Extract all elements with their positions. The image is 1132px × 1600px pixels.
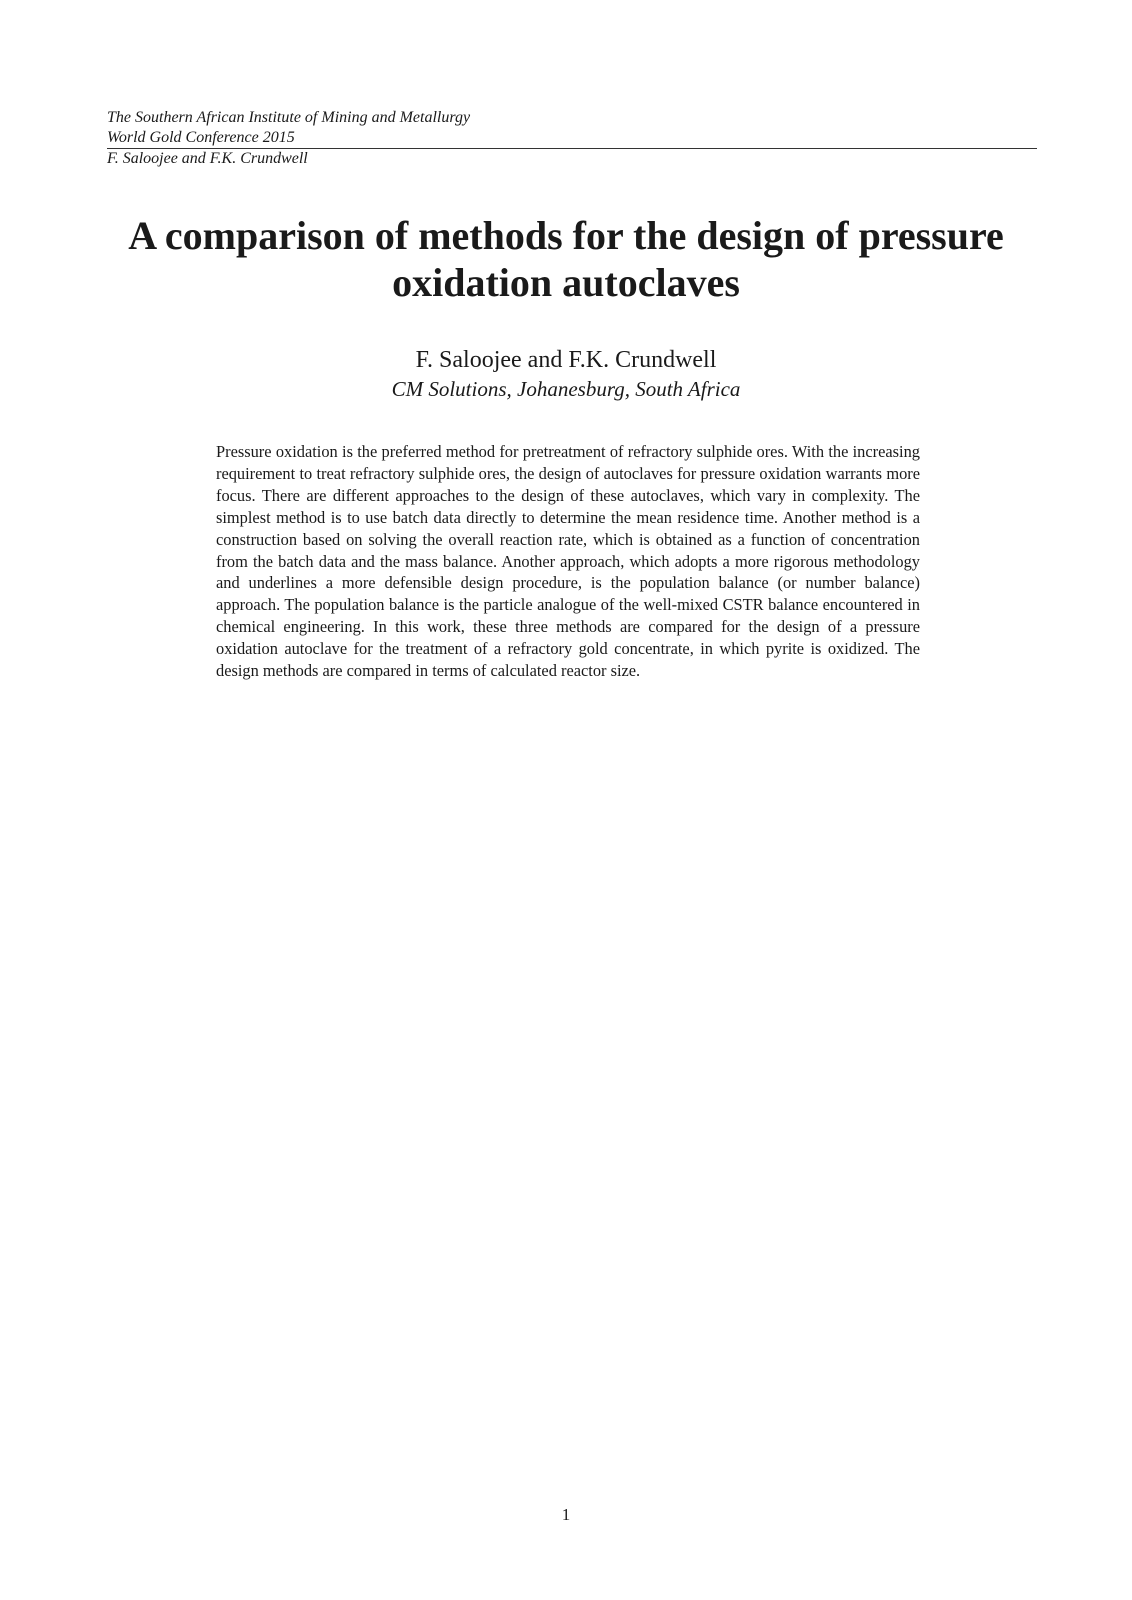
running-header: [107, 108, 1037, 169]
paper-title: [60, 212, 1072, 306]
author-list: F. Saloojee and F.K. Crundwell: [415, 347, 717, 373]
header-institute: The Southern African Institute of Mining and Metallurgy: [107, 109, 471, 126]
paper-title-line1: A comparison of methods for the design of pressure: [128, 213, 1004, 258]
header-conference: World Gold Conference 2015: [107, 129, 295, 146]
paper-title-line2: oxidation autoclaves: [392, 260, 740, 305]
page-number: 1: [561, 1505, 571, 1524]
header-authors: F. Saloojee and F.K. Crundwell: [107, 150, 308, 167]
affiliation: CM Solutions, Johanesburg, South Africa: [391, 377, 741, 401]
abstract: Pressure oxidation is the preferred method for pretreatment of refractory sulphide ores. With the increasing requirement to treat refractory sulphide ores, the design of autoclaves for pressure oxidation warrants more focus. There are different approaches to the design of these autoclaves, which vary in complexity. The simplest method is to use batch data directly to determine the mean residence time. Another method is a construction based on solving the overall reaction rate, which is obtained as a function of concentration from the batch data and the mass balance. Another approach, which adopts a more rigorous methodology and underlines a more defensible design procedure, is the population balance (or number balance) approach. The population balance is the particle analogue of the well-mixed CSTR balance encountered in chemical engineering. In this work, these three methods are compared for the design of a pressure oxidation autoclave for the treatment of a refractory gold concentrate, in which pyrite is oxidized. The design methods are compared in terms of calculated reactor size.: [216, 442, 920, 681]
